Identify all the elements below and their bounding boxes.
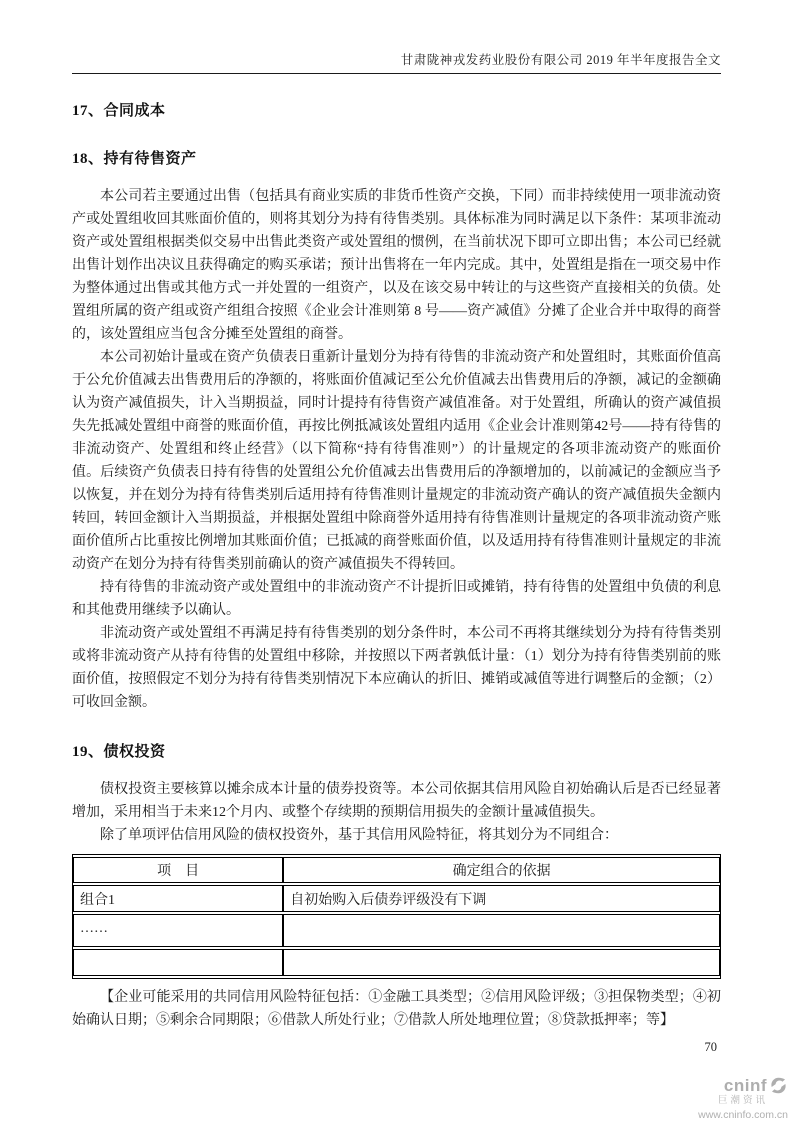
table-cell — [283, 914, 720, 947]
table-header-cell-basis: 确定组合的依据 — [283, 857, 720, 883]
paragraph: 本公司若主要通过出售（包括具有商业实质的非货币性资产交换，下同）而非持续使用一项非流动资产或处置组收回其账面价值的，则将其划分为持有待售类别。具体标准为同时满足以下条件：某项非流动资产或处置组根据类似交易中出售此类资产或处置组的惯例，在当前状况下即可立即出售；本公司已经就出售计划作出决议且获得确定的购买承诺；预计出售将在一年内完成。其中，处置组是指在一项交易中作为整体通过出售或其他方式一并处置的一组资产，以及在该交易中转让的与这些资产直接相关的负债。处置组所属的资产组或资产组组合按照《企业会计准则第 8 号——资产减值》分摊了企业合并中取得的商誉的，该处置组应当包含分摊至处置组的商誉。 — [72, 189, 721, 342]
credit-risk-group-table — [72, 854, 721, 979]
paragraph: 本公司初始计量或在资产负债表日重新计量划分为持有待售的非流动资产和处置组时，其账面价值高于公允价值减去出售费用后的净额的，将账面价值减记至公允价值减去出售费用后的净额，减记的金额确认为资产减值损失，计入当期损益，同时计提持有待售资产减值准备。对于处置组，所确认的资产减值损失先抵减处置组中商誉的账面价值，再按比例抵减该处置组内适用《企业会计准则第42号——持有待售的非流动资产、处置组和终止经营》（以下简称“持有待售准则”）的计量规定的各项非流动资产的账面价值。后续资产负债表日持有待售的处置组公允价值减去出售费用后的净额增加的，以前减记的金额应当予以恢复，并在划分为持有待售类别后适用持有待售准则计量规定的非流动资产确认的资产减值损失金额内转回，转回金额计入当期损益，并根据处置组中除商誉外适用持有待售准则计量规定的各项非流动资产账面价值所占比重按比例增加其账面价值；已抵减的商誉账面价值，以及适用持有待售准则计量规定的非流动资产在划分为持有待售类别前确认的资产减值损失不得转回。 — [72, 350, 721, 572]
table-row — [73, 949, 720, 976]
table-row — [73, 914, 720, 947]
section-heading-18: 18、持有待售资产 — [72, 151, 197, 167]
table-header-cell-item: 项 目 — [73, 857, 283, 883]
credit-risk-footnote: 【企业可能采用的共同信用风险特征包括：①金融工具类型；②信用风险评级；③担保物类型；④初始确认日期；⑤剩余合同期限；⑥借款人所处行业；⑦借款人所处地理位置；⑧贷款抵押率；等】 — [72, 990, 721, 1028]
table-cell: 组合1 — [73, 885, 283, 912]
logo-site-url: www.cninfo.com.cn — [698, 1108, 788, 1121]
report-header — [72, 0, 721, 74]
table-cell — [73, 949, 283, 976]
table-row — [73, 885, 720, 912]
logo-caption: 巨潮资讯 — [717, 1096, 768, 1106]
report-header-title: 甘肃陇神戎发药业股份有限公司 2019 年半年度报告全文 — [400, 53, 721, 67]
table-cell — [283, 949, 720, 976]
section-heading-19: 19、债权投资 — [72, 744, 166, 760]
logo-top-row — [688, 1076, 788, 1095]
paragraph: 除了单项评估信用风险的债权投资外，基于其信用风险特征，将其划分为不同组合： — [100, 828, 618, 843]
paragraph: 非流动资产或处置组不再满足持有待售类别的划分条件时，本公司不再将其继续划分为持有待售类别或将非流动资产从持有待售的处置组中移除，并按照以下两者孰低计量：（1）划分为持有待售类别前的账面价值，按照假定不划分为持有待售类别情况下本应确认的折旧、摊销或减值等进行调整后的金额；（2）可收回金额。 — [72, 626, 721, 710]
paragraph: 持有待售的非流动资产或处置组中的非流动资产不计提折旧或摊销，持有待售的处置组中负债的利息和其他费用继续予以确认。 — [72, 580, 721, 618]
logo-wordmark: cninf — [723, 1076, 767, 1095]
table-header-row — [73, 857, 720, 883]
cninfo-logo — [688, 1076, 788, 1120]
table-cell: …… — [73, 914, 283, 947]
page-number: 70 — [704, 1040, 717, 1054]
table-cell: 自初始购入后债券评级没有下调 — [283, 885, 720, 912]
swirl-icon — [769, 1076, 788, 1095]
section-heading-17: 17、合同成本 — [72, 103, 166, 119]
paragraph: 债权投资主要核算以摊余成本计量的债券投资等。本公司依据其信用风险自初始确认后是否已经显著增加，采用相当于未来12个月内、或整个存续期的预期信用损失的金额计量减值损失。 — [72, 782, 721, 820]
